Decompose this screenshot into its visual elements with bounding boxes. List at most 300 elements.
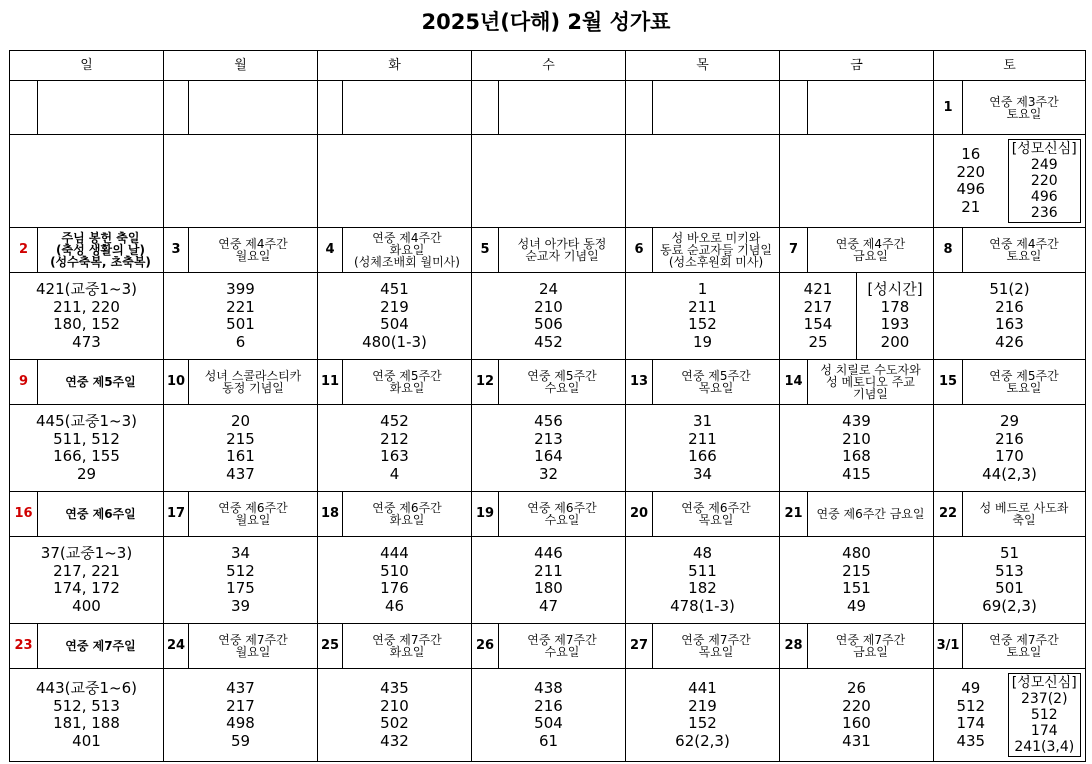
hymn-number: 480(1-3) — [362, 332, 427, 351]
liturgy-label-line: 수요일 — [544, 513, 580, 527]
weekday-header-fri: 금 — [780, 51, 934, 81]
day-liturgy-label — [38, 360, 164, 405]
hymn-number: 437 — [226, 464, 255, 483]
hymn-number: 170 — [995, 447, 1024, 465]
marian-devotion-hymns — [1008, 135, 1085, 227]
marian-devotion-hymns — [1008, 669, 1085, 761]
liturgy-label-line: (성체조배회 월미사) — [354, 255, 460, 269]
day-liturgy-label — [963, 228, 1086, 273]
hymn-numbers — [934, 669, 1008, 761]
week-hymn-row — [10, 405, 1086, 492]
hymn-number: 431 — [842, 731, 871, 750]
day-liturgy-label — [38, 81, 164, 135]
day-liturgy-label — [343, 624, 472, 669]
hymn-number: 215 — [842, 561, 871, 580]
liturgy-label-line: 목요일 — [698, 381, 734, 395]
hymn-number: 512 — [956, 696, 986, 715]
hymn-numbers — [318, 405, 472, 492]
hymn-number: [성모신심] — [1011, 675, 1077, 691]
hymn-number: 221 — [226, 297, 255, 316]
liturgy-label-line: 월요일 — [235, 249, 271, 263]
hymn-number: 37(교중1~3) — [40, 544, 133, 562]
hymn-number: 44(2,3) — [982, 464, 1037, 483]
liturgy-label-line: 연중 제6주간 — [527, 501, 597, 515]
day-liturgy-label — [963, 360, 1086, 405]
hymn-number: 213 — [534, 429, 563, 448]
marian-devotion-box — [1008, 139, 1081, 223]
liturgy-label-line: 연중 제6주간 — [218, 501, 288, 515]
hymn-number: 61 — [538, 731, 559, 750]
liturgy-label-line: 월요일 — [235, 513, 271, 527]
week-hymn-row — [10, 135, 1086, 228]
hymn-number: 152 — [688, 315, 717, 333]
hymn-number: 174 — [1030, 723, 1058, 739]
day-liturgy-label — [499, 624, 626, 669]
day-liturgy-label — [808, 81, 934, 135]
weekday-header-mon: 월 — [164, 51, 318, 81]
day-number: 13 — [626, 360, 653, 405]
hymn-number: 62(2,3) — [675, 731, 730, 750]
day-liturgy-label — [38, 228, 164, 273]
hymn-number: 46 — [384, 596, 405, 615]
hymn-number: 161 — [226, 447, 255, 465]
liturgy-label-line: 성 베드로 사도좌 — [979, 501, 1069, 515]
hymn-number: 451 — [380, 280, 409, 298]
hymn-numbers — [10, 537, 164, 624]
hymn-number: [성시간] — [867, 280, 923, 298]
liturgy-label-line: 연중 제7주일 — [65, 639, 136, 653]
hymn-number: 47 — [538, 596, 559, 615]
day-number: 5 — [472, 228, 499, 273]
hymn-number: 152 — [688, 714, 717, 732]
hymn-number: 193 — [880, 315, 910, 333]
hymn-number: 69(2,3) — [982, 596, 1037, 615]
hymn-number: 160 — [842, 714, 871, 732]
day-liturgy-label — [343, 360, 472, 405]
holy-hour-hymns — [857, 273, 934, 359]
hymn-number: 219 — [380, 297, 409, 316]
hymn-numbers — [10, 669, 164, 762]
day-number: 4 — [318, 228, 343, 273]
hymn-numbers — [318, 273, 472, 360]
day-number: 25 — [318, 624, 343, 669]
hymn-number: 174, 172 — [53, 579, 120, 597]
day-number: 6 — [626, 228, 653, 273]
marian-devotion-box — [1008, 673, 1081, 757]
hymn-number: 211 — [534, 561, 563, 580]
hymn-number: 216 — [995, 297, 1024, 316]
liturgy-label-line: 토요일 — [1006, 106, 1042, 121]
day-number: 3/1 — [934, 624, 963, 669]
hymn-number: 426 — [995, 332, 1024, 351]
hymn-number: 446 — [534, 544, 563, 562]
liturgy-label-line: 금요일 — [853, 249, 888, 263]
hymn-number: 181, 188 — [53, 714, 120, 732]
hymn-numbers — [164, 669, 318, 762]
day-number: 23 — [10, 624, 38, 669]
day-liturgy-label — [653, 624, 780, 669]
day-number: 1 — [934, 81, 963, 135]
hymn-number: 4 — [389, 464, 400, 483]
hymn-number: 401 — [72, 731, 101, 750]
hymn-cell-empty — [10, 135, 164, 228]
hymn-number: 163 — [380, 447, 409, 465]
liturgy-label-line: 연중 제6주간 — [372, 501, 442, 515]
hymn-number: 444 — [380, 544, 409, 562]
weekday-header-thu: 목 — [626, 51, 780, 81]
hymn-number: 216 — [995, 429, 1024, 448]
hymn-number: 452 — [534, 332, 563, 351]
hymn-number: 154 — [803, 315, 833, 333]
hymn-cell-empty — [626, 135, 780, 228]
hymn-numbers — [934, 273, 1086, 360]
day-liturgy-label — [38, 624, 164, 669]
hymn-number: 236 — [1030, 205, 1058, 221]
liturgy-label-line: 연중 제5주일 — [65, 375, 136, 389]
hymn-number: 174 — [956, 714, 986, 732]
hymn-number: 220 — [842, 696, 871, 715]
hymn-number: 163 — [995, 315, 1024, 333]
hymn-number: [성모신심] — [1011, 141, 1077, 157]
hymn-numbers — [934, 537, 1086, 624]
hymn-number: 473 — [72, 332, 101, 351]
day-number — [318, 81, 343, 135]
hymn-number: 219 — [688, 696, 717, 715]
hymn-number: 480 — [842, 544, 871, 562]
week-label-row — [10, 624, 1086, 669]
hymn-number: 19 — [692, 332, 713, 351]
day-liturgy-label — [343, 228, 472, 273]
hymn-number: 220 — [956, 162, 986, 181]
liturgy-label-line: 연중 제5주간 — [527, 369, 597, 383]
liturgy-label-line: 동료 순교자들 기념일 — [660, 243, 772, 257]
hymn-number: 210 — [380, 696, 409, 715]
hymn-number: 510 — [380, 561, 409, 580]
hymn-number: 220 — [1030, 173, 1058, 189]
liturgy-label-line: 화요일 — [389, 381, 425, 395]
hymn-number: 20 — [230, 412, 251, 430]
hymn-number: 415 — [842, 464, 871, 483]
hymn-numbers — [472, 537, 626, 624]
hymn-numbers — [10, 273, 164, 360]
hymn-number: 217 — [803, 297, 833, 316]
hymn-numbers — [472, 273, 626, 360]
hymn-number: 34 — [230, 544, 251, 562]
hymn-number: 237(2) — [1020, 691, 1068, 707]
hymn-numbers — [164, 273, 318, 360]
hymn-number: 164 — [534, 447, 563, 465]
hymn-number: 51(2) — [989, 280, 1030, 298]
day-number: 17 — [164, 492, 189, 537]
hymn-cell-empty — [318, 135, 472, 228]
hymn-number: 504 — [380, 315, 409, 333]
liturgy-label-line: (성수축복, 초축복) — [50, 255, 151, 269]
hymn-number: 176 — [380, 579, 409, 597]
day-liturgy-label — [38, 492, 164, 537]
hymn-cell-sat — [934, 669, 1086, 762]
liturgy-label-line: 동정 기념일 — [222, 381, 284, 395]
liturgy-label-line: 연중 제5주간 — [372, 369, 442, 383]
hymn-cell-fri — [780, 273, 934, 360]
hymn-number: 216 — [534, 696, 563, 715]
hymn-number: 29 — [76, 464, 97, 483]
day-number — [164, 81, 189, 135]
liturgy-label-line: 순교자 기념일 — [525, 249, 599, 263]
hymn-number: 34 — [692, 464, 713, 483]
hymn-number: 49 — [961, 679, 981, 697]
hymn-number: 421 — [803, 280, 833, 298]
hymn-cell-sat — [934, 135, 1086, 228]
liturgy-label-line: 연중 제5주간 — [681, 369, 751, 383]
hymn-number: 59 — [230, 731, 251, 750]
day-number — [472, 81, 499, 135]
liturgy-label-line: 연중 제4주간 — [372, 231, 442, 245]
hymn-number: 211, 220 — [53, 297, 120, 316]
day-liturgy-label — [499, 228, 626, 273]
liturgy-label-line: 연중 제7주간 — [372, 633, 442, 647]
liturgy-label-line: 월요일 — [235, 645, 271, 659]
day-number: 16 — [10, 492, 38, 537]
day-number: 26 — [472, 624, 499, 669]
day-liturgy-label — [189, 624, 318, 669]
week-hymn-row — [10, 273, 1086, 360]
hymn-number: 24 — [538, 280, 559, 298]
hymn-number: 48 — [692, 544, 713, 562]
hymn-number: 151 — [842, 579, 871, 597]
day-liturgy-label — [343, 81, 472, 135]
hymn-number: 498 — [226, 714, 255, 732]
day-liturgy-label — [808, 228, 934, 273]
hymn-number: 180, 152 — [53, 315, 120, 333]
weekday-header-sun: 일 — [10, 51, 164, 81]
day-liturgy-label — [653, 228, 780, 273]
hymn-number: 439 — [842, 412, 871, 430]
day-number: 21 — [780, 492, 808, 537]
day-liturgy-label — [189, 492, 318, 537]
day-liturgy-label — [963, 624, 1086, 669]
day-number: 24 — [164, 624, 189, 669]
hymn-number: 168 — [842, 447, 871, 465]
hymn-number: 25 — [808, 332, 828, 351]
liturgy-label-line: 연중 제7주간 — [989, 633, 1059, 647]
hymn-number: 26 — [846, 679, 867, 697]
hymn-numbers — [626, 537, 780, 624]
liturgy-label-line: 목요일 — [698, 645, 734, 659]
hymn-number: 210 — [534, 297, 563, 316]
liturgy-label-line: 기념일 — [853, 387, 888, 401]
hymn-numbers — [10, 405, 164, 492]
hymn-number: 452 — [380, 412, 409, 430]
liturgy-label-line: 연중 제5주간 — [989, 369, 1059, 383]
liturgy-label-line: 성 메토디오 주교 — [826, 375, 915, 389]
hymn-number: 511, 512 — [53, 429, 120, 448]
hymn-number: 249 — [1030, 157, 1058, 173]
liturgy-label-line: 목요일 — [698, 513, 734, 527]
day-liturgy-label — [499, 492, 626, 537]
hymn-number: 217, 221 — [53, 561, 120, 580]
hymn-numbers — [934, 405, 1086, 492]
hymn-number: 241(3,4) — [1014, 739, 1075, 755]
hymn-number: 400 — [72, 596, 101, 615]
liturgy-label-line: 연중 제4주간 — [835, 237, 906, 251]
hymn-number: 211 — [688, 297, 717, 316]
hymn-number: 501 — [226, 315, 255, 333]
hymn-number: 217 — [226, 696, 255, 715]
hymn-number: 496 — [1030, 189, 1058, 205]
liturgy-label-line: 연중 제6주일 — [65, 507, 136, 521]
day-number: 15 — [934, 360, 963, 405]
liturgy-label-line: 금요일 — [853, 645, 888, 659]
liturgy-label-line: 연중 제3주간 — [989, 94, 1059, 109]
hymn-number: 211 — [688, 429, 717, 448]
hymn-number: 32 — [538, 464, 559, 483]
day-number: 12 — [472, 360, 499, 405]
week-label-row — [10, 492, 1086, 537]
hymn-number: 399 — [226, 280, 255, 298]
hymn-number: 435 — [380, 679, 409, 697]
hymn-number: 437 — [226, 679, 255, 697]
hymn-number: 456 — [534, 412, 563, 430]
day-liturgy-label — [189, 228, 318, 273]
hymn-number: 441 — [688, 679, 717, 697]
day-number: 2 — [10, 228, 38, 273]
day-liturgy-label — [808, 360, 934, 405]
hymn-numbers — [780, 405, 934, 492]
hymn-number: 496 — [956, 180, 986, 198]
hymn-number: 178 — [880, 297, 910, 316]
hymn-number: 511 — [688, 561, 717, 580]
liturgy-label-line: 연중 제6주간 — [681, 501, 751, 515]
day-number: 10 — [164, 360, 189, 405]
liturgy-label-line: 토요일 — [1006, 381, 1042, 395]
day-liturgy-label — [808, 624, 934, 669]
hymn-number: 166, 155 — [53, 447, 120, 465]
hymn-cell-empty — [472, 135, 626, 228]
hymn-numbers — [780, 669, 934, 762]
liturgy-label-line: (성소후원회 미사) — [668, 255, 764, 269]
day-number: 8 — [934, 228, 963, 273]
day-number: 19 — [472, 492, 499, 537]
hymn-number: 432 — [380, 731, 409, 750]
hymn-number: 421(교중1~3) — [36, 280, 137, 298]
liturgy-label-line: 화요일 — [389, 243, 425, 257]
liturgy-label-line: 수요일 — [544, 381, 580, 395]
liturgy-label-line: 성 치릴로 수도자와 — [820, 363, 921, 377]
day-liturgy-label — [808, 492, 934, 537]
liturgy-label-line: 성녀 아가타 동정 — [517, 237, 607, 251]
day-liturgy-label — [189, 360, 318, 405]
hymn-number: 39 — [230, 596, 251, 615]
liturgy-label-line: (축성 생활의 날) — [56, 243, 145, 257]
hymn-number: 443(교중1~6) — [36, 679, 137, 697]
hymn-numbers — [164, 405, 318, 492]
hymn-number: 512, 513 — [53, 696, 120, 715]
hymn-number: 166 — [688, 447, 717, 465]
day-number: 18 — [318, 492, 343, 537]
hymn-number: 438 — [534, 679, 563, 697]
weekday-header-row — [10, 51, 1086, 81]
day-liturgy-label — [653, 360, 780, 405]
day-number: 11 — [318, 360, 343, 405]
hymn-number: 6 — [235, 332, 246, 351]
hymn-numbers — [472, 405, 626, 492]
hymn-number: 200 — [880, 332, 910, 351]
liturgy-label-line: 성녀 스콜라스티카 — [204, 369, 302, 383]
hymn-numbers — [626, 273, 780, 360]
liturgy-label-line: 연중 제7주간 — [527, 633, 597, 647]
hymn-numbers — [318, 537, 472, 624]
day-number: 3 — [164, 228, 189, 273]
hymn-numbers — [626, 669, 780, 762]
week-label-row — [10, 81, 1086, 135]
hymn-numbers — [626, 405, 780, 492]
liturgy-label-line: 성 바오로 미키와 — [671, 231, 761, 245]
hymn-number: 182 — [688, 579, 717, 597]
hymn-number: 16 — [961, 145, 981, 163]
liturgy-label-line: 연중 제7주간 — [835, 633, 906, 647]
week-label-row — [10, 360, 1086, 405]
hymn-number: 501 — [995, 579, 1024, 597]
day-number — [10, 81, 38, 135]
liturgy-label-line: 화요일 — [389, 645, 425, 659]
day-liturgy-label — [653, 492, 780, 537]
day-number: 22 — [934, 492, 963, 537]
hymn-numbers — [780, 273, 857, 359]
hymn-number: 215 — [226, 429, 255, 448]
liturgy-label-line: 축일 — [1012, 513, 1036, 527]
week-hymn-row — [10, 669, 1086, 762]
liturgy-label-line: 수요일 — [544, 645, 580, 659]
hymn-numbers — [318, 669, 472, 762]
hymn-number: 31 — [692, 412, 713, 430]
day-number: 28 — [780, 624, 808, 669]
hymn-number: 513 — [995, 561, 1024, 580]
hymn-numbers — [934, 135, 1008, 227]
liturgy-label-line: 연중 제7주간 — [218, 633, 288, 647]
hymn-number: 210 — [842, 429, 871, 448]
liturgy-label-line: 연중 제6주간 금요일 — [816, 507, 925, 521]
weekday-header-tue: 화 — [318, 51, 472, 81]
hymn-number: 175 — [226, 579, 255, 597]
hymn-number: 504 — [534, 714, 563, 732]
week-hymn-row — [10, 537, 1086, 624]
hymn-calendar-table — [9, 50, 1086, 762]
hymn-number: 506 — [534, 315, 563, 333]
day-liturgy-label — [499, 81, 626, 135]
day-number — [780, 81, 808, 135]
day-number: 20 — [626, 492, 653, 537]
hymn-number: 435 — [956, 731, 986, 750]
day-liturgy-label — [963, 81, 1086, 135]
liturgy-label-line: 토요일 — [1006, 645, 1042, 659]
hymn-number: 512 — [226, 561, 255, 580]
hymn-number: 49 — [846, 596, 867, 615]
hymn-number: 21 — [961, 197, 981, 216]
day-number: 9 — [10, 360, 38, 405]
hymn-number: 29 — [999, 412, 1020, 430]
liturgy-label-line: 주님 봉헌 축일 — [61, 231, 140, 245]
day-number: 14 — [780, 360, 808, 405]
day-number — [626, 81, 653, 135]
hymn-number: 1 — [697, 280, 708, 298]
day-liturgy-label — [499, 360, 626, 405]
hymn-numbers — [780, 537, 934, 624]
day-liturgy-label — [653, 81, 780, 135]
day-number: 27 — [626, 624, 653, 669]
day-liturgy-label — [963, 492, 1086, 537]
day-number: 7 — [780, 228, 808, 273]
hymn-number: 512 — [1030, 707, 1058, 723]
